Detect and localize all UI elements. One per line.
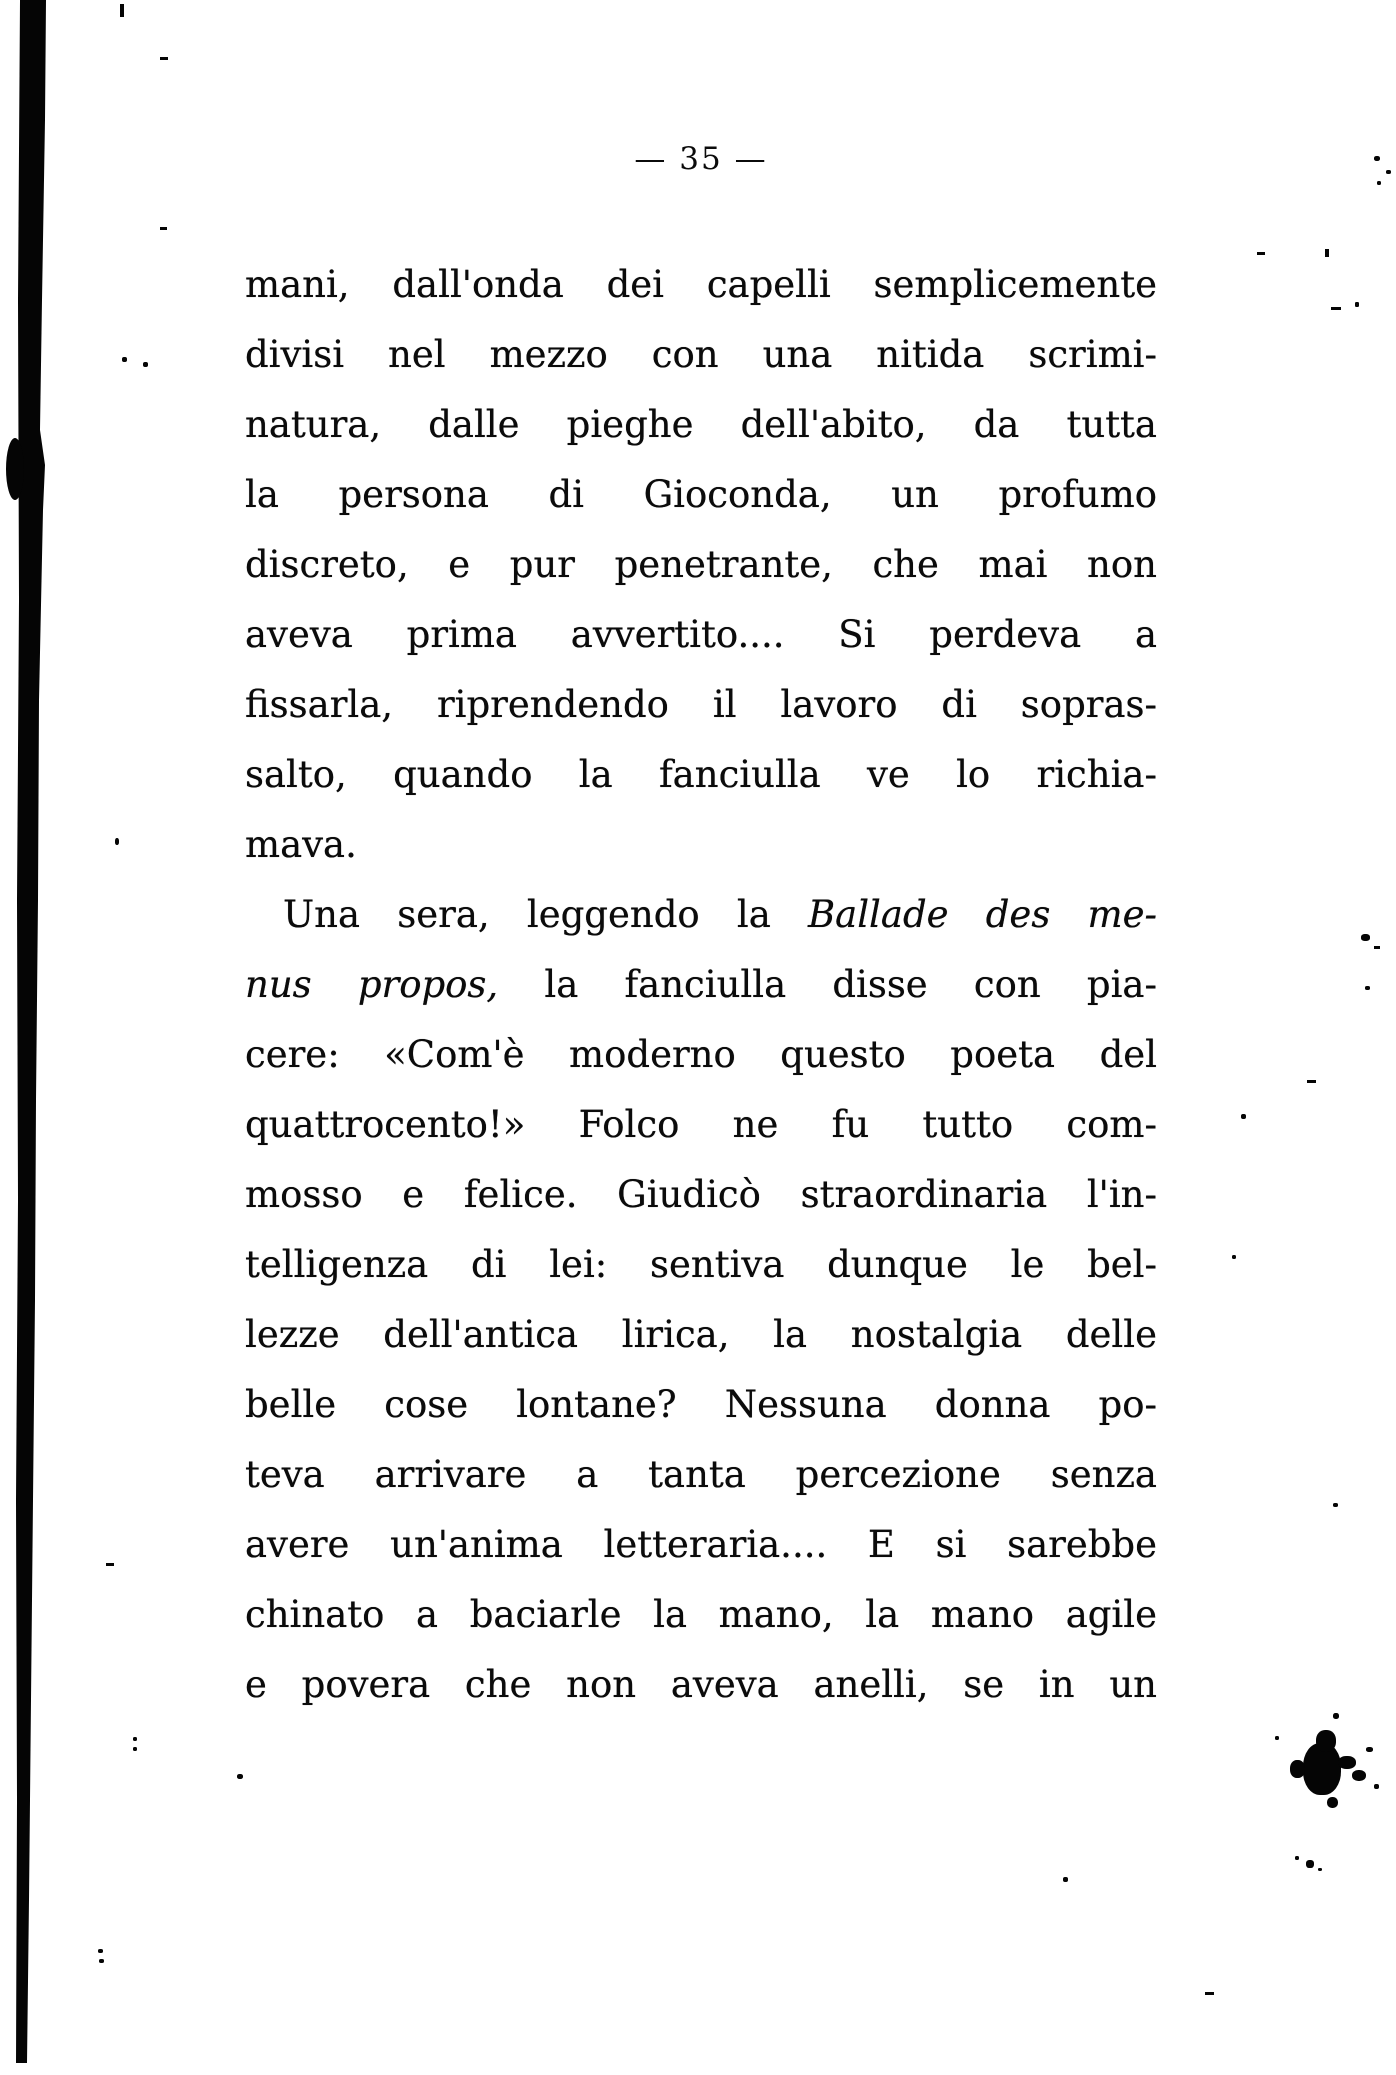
scan-speck: [1295, 1856, 1299, 1860]
text-line: [245, 1300, 1157, 1370]
text-line: [245, 390, 1157, 460]
scan-speck: [122, 357, 127, 362]
text-line: [245, 460, 1157, 530]
text-segment: belle cose lontane? Nessuna donna po-: [245, 1383, 1157, 1426]
text-segment: chinato a baciarle la mano, la mano agile: [245, 1593, 1157, 1636]
scan-speck: [1361, 934, 1370, 941]
scan-speck: [1338, 1756, 1356, 1769]
scan-speck: [1241, 1114, 1246, 1119]
text-segment: discreto, e pur penetrante, che mai non: [245, 543, 1157, 586]
scan-speck: [1333, 1713, 1339, 1719]
scan-speck: [1290, 1760, 1305, 1778]
scan-speck: [143, 362, 148, 367]
scan-speck: [1232, 1255, 1236, 1259]
text-line: [245, 1580, 1157, 1650]
scan-speck: [1365, 986, 1370, 990]
text-line: [245, 1440, 1157, 1510]
text-line: [245, 1160, 1157, 1230]
text-segment: divisi nel mezzo con una nitida scrimi-: [245, 333, 1157, 376]
text-segment: lezze dell'antica lirica, la nostalgia delle: [245, 1313, 1157, 1356]
text-segment: salto, quando la fanciulla ve lo richia-: [245, 753, 1157, 796]
text-segment: telligenza di lei: sentiva dunque le bel-: [245, 1243, 1157, 1286]
text-segment: cere: «Com'è moderno questo poeta del: [245, 1033, 1157, 1076]
scan-speck: [98, 1949, 103, 1953]
scan-speck: [1275, 1736, 1279, 1740]
scan-speck: [1205, 1992, 1214, 1995]
text-segment: la persona di Gioconda, un profumo: [245, 473, 1157, 516]
text-line: [245, 1510, 1157, 1580]
text-segment: mani, dall'onda dei capelli semplicemente: [245, 263, 1157, 306]
italic-text-segment: nus propos,: [245, 963, 499, 1006]
scan-speck: [1374, 156, 1380, 161]
text-line: [245, 1370, 1157, 1440]
italic-text-segment: Ballade des me-: [807, 893, 1157, 936]
text-line: [245, 1650, 1157, 1720]
scan-speck: [1318, 1868, 1322, 1871]
text-line: [245, 740, 1157, 810]
text-line: [245, 810, 1157, 880]
text-line: [245, 670, 1157, 740]
text-line: [245, 530, 1157, 600]
page-text: [245, 250, 1157, 1720]
scan-speck: [160, 57, 168, 60]
scan-speck: [115, 838, 119, 845]
scan-speck: [99, 1959, 104, 1963]
text-line: [245, 250, 1157, 320]
scan-speck: [133, 1747, 137, 1751]
book-spine-shadow: [16, 0, 50, 2063]
scan-speck: [1355, 302, 1359, 307]
text-segment: Una sera, leggendo la: [283, 893, 808, 936]
text-segment: avere un'anima letteraria.... E si sarebbe: [245, 1523, 1157, 1566]
scan-speck: [1257, 252, 1265, 255]
scan-speck: [1331, 307, 1341, 310]
text-segment: quattrocento!» Folco ne fu tutto com-: [245, 1103, 1157, 1146]
scan-speck: [1374, 946, 1380, 949]
text-segment: natura, dalle pieghe dell'abito, da tutta: [245, 403, 1157, 446]
page-number: — 35 —: [634, 141, 768, 177]
scan-speck: [1333, 1503, 1338, 1507]
scan-speck: [1325, 249, 1329, 257]
scan-speck: [1063, 1877, 1068, 1882]
text-segment: teva arrivare a tanta percezione senza: [245, 1453, 1157, 1496]
text-segment: fissarla, riprendendo il lavoro di sopras-: [245, 683, 1157, 726]
text-segment: mosso e felice. Giudicò straordinaria l'in-: [245, 1173, 1157, 1216]
spine-ink-blob: [6, 438, 24, 500]
text-line: [245, 1090, 1157, 1160]
scan-speck: [1374, 1784, 1379, 1789]
text-line: [245, 880, 1157, 950]
scan-speck: [1386, 170, 1391, 174]
scan-speck: [1306, 1860, 1314, 1868]
scan-speck: [1327, 1797, 1338, 1808]
scan-speck: [1307, 1080, 1316, 1083]
text-line: [245, 1020, 1157, 1090]
text-line: [245, 950, 1157, 1020]
text-segment: aveva prima avvertito.... Si perdeva a: [245, 613, 1157, 656]
text-line: [245, 1230, 1157, 1300]
text-segment: e povera che non aveva anelli, se in un: [245, 1663, 1157, 1706]
scan-speck: [160, 227, 167, 230]
scan-speck: [106, 1563, 114, 1566]
scan-speck: [133, 1737, 137, 1741]
text-segment: la fanciulla disse con pia-: [498, 963, 1157, 1006]
text-line: [245, 600, 1157, 670]
scan-speck: [1366, 1747, 1373, 1752]
scan-speck: [120, 4, 124, 17]
scan-speck: [1352, 1770, 1366, 1781]
scan-speck: [237, 1774, 243, 1779]
scan-speck: [1377, 181, 1381, 185]
text-line: [245, 320, 1157, 390]
text-segment: mava.: [245, 823, 357, 866]
scan-speck: [1316, 1730, 1336, 1752]
